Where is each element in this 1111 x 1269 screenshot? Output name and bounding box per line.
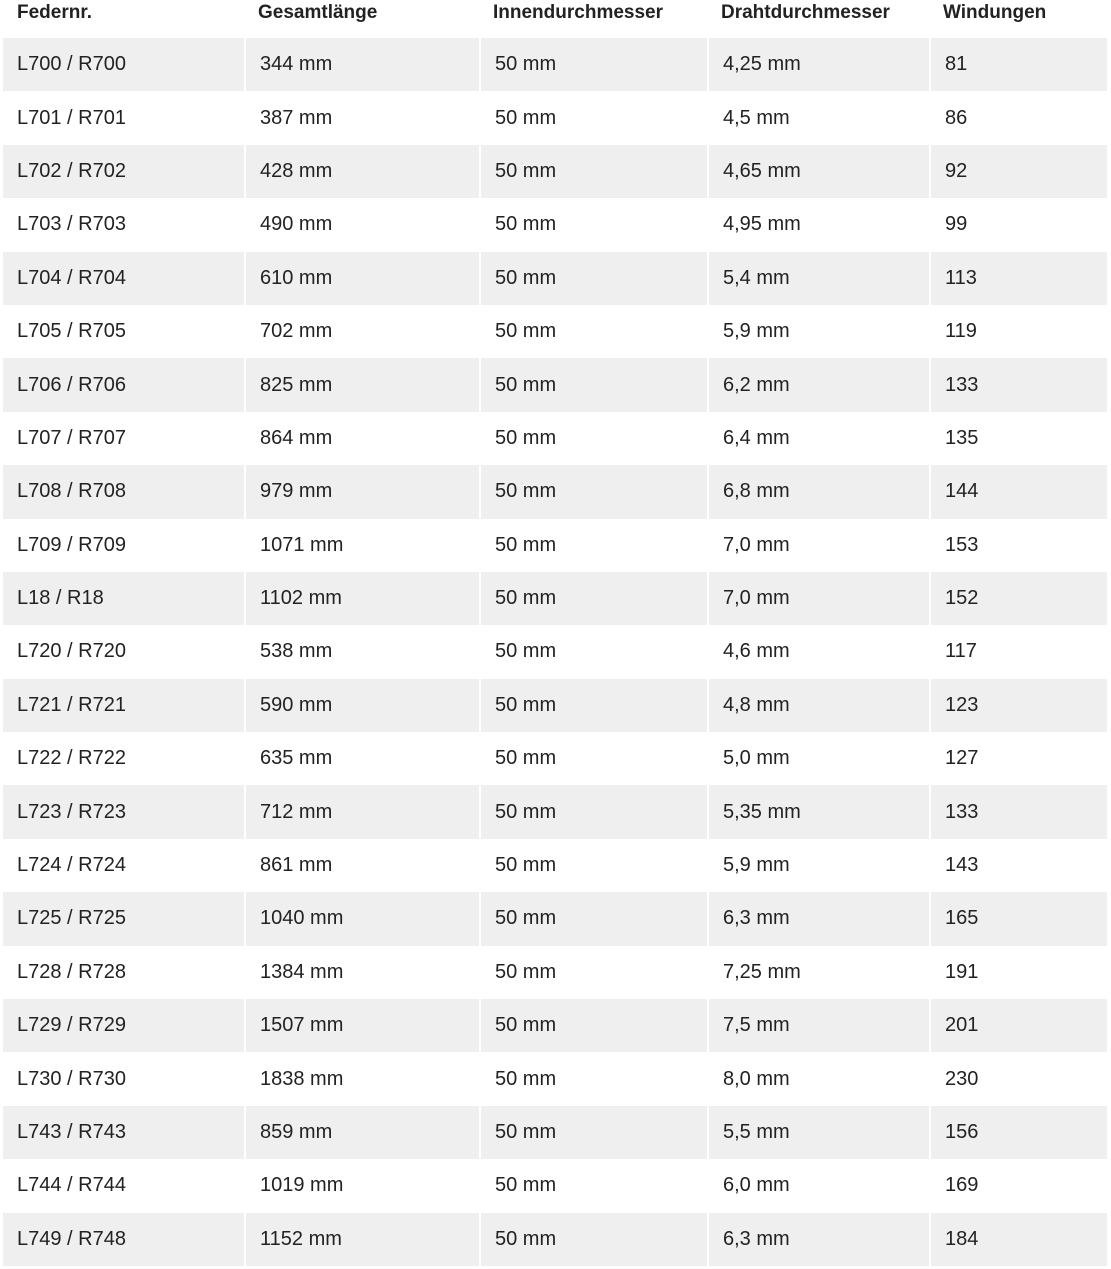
cell-federnr: L729 / R729 [3, 999, 244, 1052]
cell-federnr: L708 / R708 [3, 465, 244, 518]
cell-windungen: 86 [929, 91, 1107, 144]
cell-windungen: 99 [929, 198, 1107, 251]
cell-innendurchmesser: 50 mm [479, 679, 707, 732]
cell-windungen: 123 [929, 679, 1107, 732]
cell-innendurchmesser: 50 mm [479, 465, 707, 518]
cell-gesamtlaenge: 610 mm [244, 252, 479, 305]
cell-gesamtlaenge: 825 mm [244, 358, 479, 411]
cell-federnr: L706 / R706 [3, 358, 244, 411]
cell-innendurchmesser: 50 mm [479, 999, 707, 1052]
cell-drahtdurchmesser: 5,4 mm [707, 252, 929, 305]
cell-windungen: 153 [929, 519, 1107, 572]
cell-windungen: 143 [929, 839, 1107, 892]
table-row [3, 1052, 1107, 1105]
cell-federnr: L721 / R721 [3, 679, 244, 732]
cell-gesamtlaenge: 864 mm [244, 412, 479, 465]
cell-windungen: 81 [929, 38, 1107, 91]
cell-windungen: 119 [929, 305, 1107, 358]
cell-federnr: L724 / R724 [3, 839, 244, 892]
cell-innendurchmesser: 50 mm [479, 38, 707, 91]
cell-innendurchmesser: 50 mm [479, 839, 707, 892]
cell-innendurchmesser: 50 mm [479, 625, 707, 678]
cell-drahtdurchmesser: 5,35 mm [707, 785, 929, 838]
cell-windungen: 156 [929, 1106, 1107, 1159]
cell-gesamtlaenge: 702 mm [244, 305, 479, 358]
cell-windungen: 92 [929, 145, 1107, 198]
cell-windungen: 169 [929, 1159, 1107, 1212]
table-row [3, 305, 1107, 358]
cell-federnr: L18 / R18 [3, 572, 244, 625]
cell-innendurchmesser: 50 mm [479, 785, 707, 838]
cell-windungen: 184 [929, 1213, 1107, 1266]
table-row [3, 412, 1107, 465]
cell-drahtdurchmesser: 5,9 mm [707, 839, 929, 892]
table-row [3, 38, 1107, 91]
cell-innendurchmesser: 50 mm [479, 91, 707, 144]
table-row [3, 519, 1107, 572]
cell-gesamtlaenge: 344 mm [244, 38, 479, 91]
cell-drahtdurchmesser: 6,3 mm [707, 892, 929, 945]
cell-federnr: L707 / R707 [3, 412, 244, 465]
cell-drahtdurchmesser: 6,4 mm [707, 412, 929, 465]
cell-federnr: L700 / R700 [3, 38, 244, 91]
cell-federnr: L705 / R705 [3, 305, 244, 358]
cell-federnr: L701 / R701 [3, 91, 244, 144]
cell-gesamtlaenge: 1838 mm [244, 1052, 479, 1105]
cell-gesamtlaenge: 1019 mm [244, 1159, 479, 1212]
cell-innendurchmesser: 50 mm [479, 519, 707, 572]
cell-drahtdurchmesser: 6,0 mm [707, 1159, 929, 1212]
cell-drahtdurchmesser: 4,65 mm [707, 145, 929, 198]
cell-windungen: 191 [929, 946, 1107, 999]
cell-innendurchmesser: 50 mm [479, 252, 707, 305]
cell-federnr: L703 / R703 [3, 198, 244, 251]
cell-drahtdurchmesser: 8,0 mm [707, 1052, 929, 1105]
cell-federnr: L704 / R704 [3, 252, 244, 305]
cell-innendurchmesser: 50 mm [479, 946, 707, 999]
table-row [3, 252, 1107, 305]
cell-windungen: 133 [929, 358, 1107, 411]
table-row [3, 91, 1107, 144]
cell-drahtdurchmesser: 4,25 mm [707, 38, 929, 91]
cell-federnr: L723 / R723 [3, 785, 244, 838]
cell-drahtdurchmesser: 6,2 mm [707, 358, 929, 411]
header-drahtdurchmesser: Drahtdurchmesser [707, 0, 929, 38]
cell-innendurchmesser: 50 mm [479, 145, 707, 198]
cell-drahtdurchmesser: 7,0 mm [707, 572, 929, 625]
cell-federnr: L730 / R730 [3, 1052, 244, 1105]
cell-federnr: L702 / R702 [3, 145, 244, 198]
cell-innendurchmesser: 50 mm [479, 892, 707, 945]
cell-drahtdurchmesser: 7,5 mm [707, 999, 929, 1052]
table-body [3, 38, 1107, 1266]
cell-federnr: L725 / R725 [3, 892, 244, 945]
cell-federnr: L722 / R722 [3, 732, 244, 785]
cell-innendurchmesser: 50 mm [479, 358, 707, 411]
cell-gesamtlaenge: 428 mm [244, 145, 479, 198]
table-row [3, 1213, 1107, 1266]
cell-drahtdurchmesser: 7,0 mm [707, 519, 929, 572]
cell-innendurchmesser: 50 mm [479, 1159, 707, 1212]
cell-windungen: 152 [929, 572, 1107, 625]
cell-innendurchmesser: 50 mm [479, 305, 707, 358]
table-row [3, 679, 1107, 732]
table-row [3, 1159, 1107, 1212]
table-row [3, 732, 1107, 785]
cell-gesamtlaenge: 712 mm [244, 785, 479, 838]
cell-federnr: L720 / R720 [3, 625, 244, 678]
table-row [3, 198, 1107, 251]
cell-gesamtlaenge: 635 mm [244, 732, 479, 785]
cell-drahtdurchmesser: 5,0 mm [707, 732, 929, 785]
table-row [3, 946, 1107, 999]
cell-drahtdurchmesser: 4,95 mm [707, 198, 929, 251]
header-row [3, 0, 1107, 38]
cell-gesamtlaenge: 538 mm [244, 625, 479, 678]
cell-federnr: L728 / R728 [3, 946, 244, 999]
cell-windungen: 135 [929, 412, 1107, 465]
cell-drahtdurchmesser: 7,25 mm [707, 946, 929, 999]
header-gesamtlaenge: Gesamtlänge [244, 0, 479, 38]
table-row [3, 625, 1107, 678]
cell-windungen: 230 [929, 1052, 1107, 1105]
table-row [3, 465, 1107, 518]
cell-gesamtlaenge: 1071 mm [244, 519, 479, 572]
cell-federnr: L749 / R748 [3, 1213, 244, 1266]
table-row [3, 785, 1107, 838]
cell-windungen: 201 [929, 999, 1107, 1052]
table-header [3, 0, 1107, 38]
cell-gesamtlaenge: 590 mm [244, 679, 479, 732]
cell-drahtdurchmesser: 5,9 mm [707, 305, 929, 358]
cell-windungen: 144 [929, 465, 1107, 518]
header-windungen: Windungen [929, 0, 1107, 38]
cell-federnr: L743 / R743 [3, 1106, 244, 1159]
cell-innendurchmesser: 50 mm [479, 1106, 707, 1159]
cell-gesamtlaenge: 490 mm [244, 198, 479, 251]
cell-gesamtlaenge: 859 mm [244, 1106, 479, 1159]
cell-gesamtlaenge: 1384 mm [244, 946, 479, 999]
table-row [3, 145, 1107, 198]
cell-innendurchmesser: 50 mm [479, 572, 707, 625]
cell-drahtdurchmesser: 6,8 mm [707, 465, 929, 518]
cell-drahtdurchmesser: 4,5 mm [707, 91, 929, 144]
table-row [3, 892, 1107, 945]
cell-drahtdurchmesser: 4,8 mm [707, 679, 929, 732]
cell-gesamtlaenge: 1507 mm [244, 999, 479, 1052]
header-innendurchmesser: Innendurchmesser [479, 0, 707, 38]
table-row [3, 839, 1107, 892]
cell-federnr: L709 / R709 [3, 519, 244, 572]
cell-innendurchmesser: 50 mm [479, 1213, 707, 1266]
cell-windungen: 117 [929, 625, 1107, 678]
cell-gesamtlaenge: 1040 mm [244, 892, 479, 945]
cell-gesamtlaenge: 387 mm [244, 91, 479, 144]
cell-innendurchmesser: 50 mm [479, 732, 707, 785]
table-row [3, 358, 1107, 411]
cell-windungen: 127 [929, 732, 1107, 785]
header-federnr: Federnr. [3, 0, 244, 38]
cell-gesamtlaenge: 979 mm [244, 465, 479, 518]
table-row [3, 999, 1107, 1052]
cell-drahtdurchmesser: 5,5 mm [707, 1106, 929, 1159]
cell-gesamtlaenge: 861 mm [244, 839, 479, 892]
table-row [3, 572, 1107, 625]
spring-spec-table [3, 0, 1107, 1266]
cell-drahtdurchmesser: 4,6 mm [707, 625, 929, 678]
cell-federnr: L744 / R744 [3, 1159, 244, 1212]
cell-windungen: 133 [929, 785, 1107, 838]
cell-drahtdurchmesser: 6,3 mm [707, 1213, 929, 1266]
cell-windungen: 113 [929, 252, 1107, 305]
cell-gesamtlaenge: 1102 mm [244, 572, 479, 625]
table-row [3, 1106, 1107, 1159]
cell-innendurchmesser: 50 mm [479, 1052, 707, 1105]
cell-gesamtlaenge: 1152 mm [244, 1213, 479, 1266]
cell-innendurchmesser: 50 mm [479, 412, 707, 465]
cell-windungen: 165 [929, 892, 1107, 945]
cell-innendurchmesser: 50 mm [479, 198, 707, 251]
